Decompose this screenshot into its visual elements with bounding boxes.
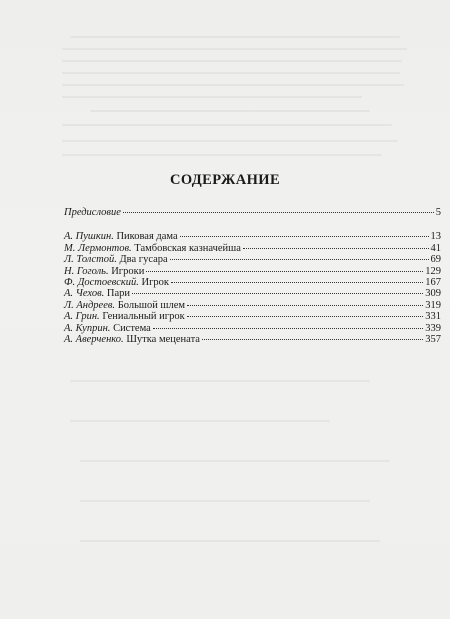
toc-page-number: 129 xyxy=(425,265,441,277)
toc-entry[interactable] xyxy=(64,266,441,277)
toc-page-number: 41 xyxy=(430,242,441,254)
toc-author: М. Лермонтов. xyxy=(64,242,132,254)
toc-author: А. Пушкин. xyxy=(64,231,114,243)
dot-leader xyxy=(171,282,423,283)
toc-author: Ф. Достоевский. xyxy=(64,277,139,289)
dot-leader xyxy=(202,339,423,340)
show-through-mark xyxy=(62,124,392,126)
show-through-mark xyxy=(90,110,370,112)
dot-leader xyxy=(187,305,423,306)
toc-title: Игрок xyxy=(141,277,170,289)
dot-leader xyxy=(180,236,429,237)
toc-entry[interactable] xyxy=(64,323,441,334)
toc-entry[interactable] xyxy=(64,311,441,322)
toc-page-number: 339 xyxy=(425,322,441,334)
page-title: СОДЕРЖАНИЕ xyxy=(169,172,281,188)
toc-page-number: 5 xyxy=(435,207,441,218)
toc-title: Пари xyxy=(106,288,131,300)
show-through-mark xyxy=(80,460,390,462)
toc-title: Гениальный игрок xyxy=(102,311,185,323)
toc-author: А. Грин. xyxy=(64,311,100,323)
toc-entry-title: Предисловие xyxy=(64,207,121,218)
toc-page-number: 309 xyxy=(425,288,441,300)
toc-title: Игроки xyxy=(111,265,145,277)
toc-page-number: 319 xyxy=(425,299,441,311)
show-through-mark xyxy=(80,540,380,542)
toc-title: Пиковая дама xyxy=(116,231,178,243)
toc-entry-preface[interactable] xyxy=(64,207,441,218)
dot-leader xyxy=(170,259,429,260)
dot-leader xyxy=(123,212,434,213)
toc-title: Шутка мецената xyxy=(126,334,200,346)
dot-leader xyxy=(243,248,429,249)
toc-entry[interactable] xyxy=(64,243,441,254)
dot-leader xyxy=(187,316,424,317)
toc-page-number: 13 xyxy=(430,231,441,243)
show-through-mark xyxy=(62,96,362,98)
show-through-mark xyxy=(62,72,400,74)
show-through-mark xyxy=(62,48,407,50)
toc-entry[interactable] xyxy=(64,254,441,265)
toc-title: Тамбовская казначейша xyxy=(134,242,241,254)
toc-entry[interactable] xyxy=(64,288,441,299)
toc-entry[interactable] xyxy=(64,277,441,288)
show-through-mark xyxy=(70,36,400,38)
toc-entry[interactable] xyxy=(64,334,441,345)
toc-author: А. Аверченко. xyxy=(64,334,124,346)
show-through-mark xyxy=(80,500,370,502)
toc-page-number: 357 xyxy=(425,334,441,346)
toc-page-number: 69 xyxy=(430,254,441,266)
show-through-mark xyxy=(70,380,370,382)
dot-leader xyxy=(146,271,423,272)
show-through-mark xyxy=(62,84,404,86)
show-through-mark xyxy=(62,60,402,62)
toc-entry[interactable] xyxy=(64,231,441,242)
show-through-mark xyxy=(70,420,330,422)
toc-title: Система xyxy=(113,322,151,334)
dot-leader xyxy=(132,293,423,294)
toc-entry[interactable] xyxy=(64,300,441,311)
toc-author: А. Куприн. xyxy=(64,322,111,334)
toc-author: Л. Андреев. xyxy=(64,299,116,311)
toc-author: Л. Толстой. xyxy=(64,254,117,266)
toc-page-number: 167 xyxy=(425,277,441,289)
toc-author: Н. Гоголь. xyxy=(64,265,109,277)
toc-title: Большой шлем xyxy=(117,299,186,311)
show-through-mark xyxy=(62,140,398,142)
toc-author: А. Чехов. xyxy=(64,288,105,300)
toc-page-number: 331 xyxy=(425,311,441,323)
dot-leader xyxy=(153,328,423,329)
table-of-contents xyxy=(64,207,441,345)
toc-title: Два гусара xyxy=(119,254,168,266)
show-through-mark xyxy=(62,154,382,156)
